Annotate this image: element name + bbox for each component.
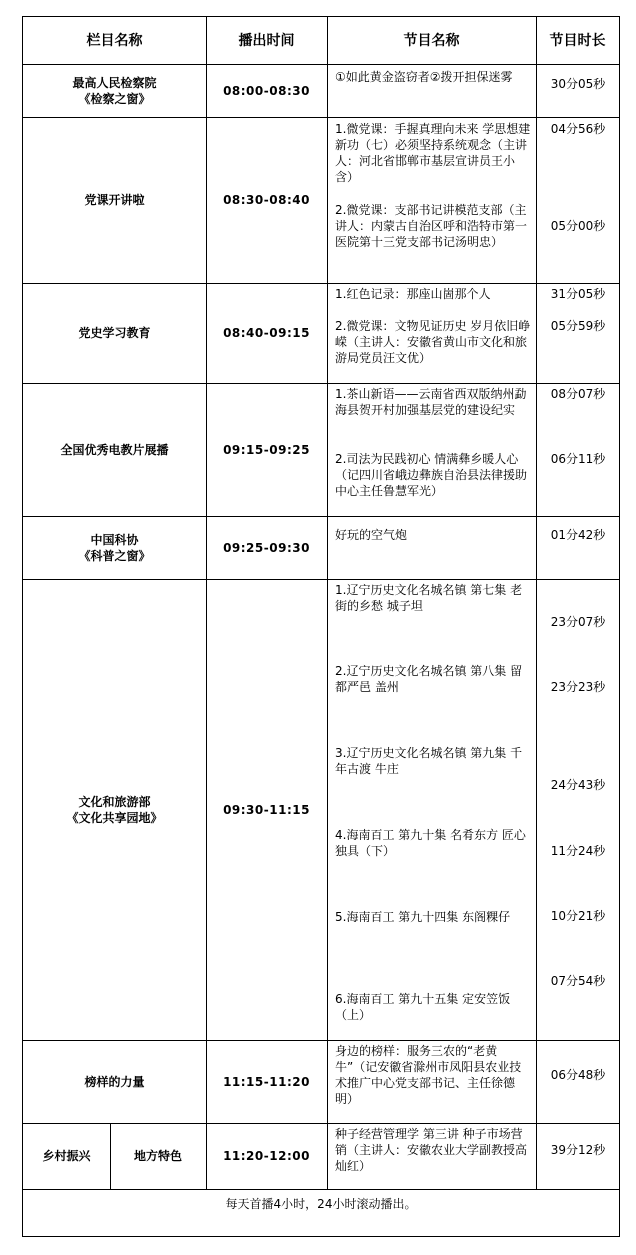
- row-column-name: [23, 64, 206, 117]
- program-item: 2.微党课：文物见证历史 岁月依旧峥嵘（主讲人：安徽省黄山市文化和旅游局党员汪文优）: [335, 319, 531, 365]
- header-air-time: 播出时间: [238, 32, 295, 49]
- program-item: 6.海南百工 第九十五集 定安笠饭（上）: [335, 992, 511, 1022]
- row-column-name: 全国优秀电教片展播: [60, 442, 169, 457]
- air-time: 08:30-08:40: [223, 193, 310, 207]
- column-name-line: 文化和旅游部: [78, 794, 151, 809]
- air-time: 09:15-09:25: [223, 442, 310, 457]
- program-item: 种子经营管理学 第三讲 种子市场营销（主讲人：安徽农业大学副教授高灿红）: [335, 1127, 528, 1173]
- duration: 24分43秒: [550, 778, 606, 792]
- duration: 07分54秒: [550, 974, 606, 988]
- footer-note: 每天首播4小时，24小时滚动播出。: [225, 1197, 417, 1211]
- air-time: 11:20-12:00: [223, 1149, 310, 1163]
- duration: 06分48秒: [550, 1068, 606, 1082]
- grid-line: [327, 17, 328, 1189]
- column-name-line: 中国科协: [90, 532, 139, 547]
- program-item: 1.微党课：手握真理向未来 学思想建新功（七）必须坚持系统观念（主讲人：河北省邯郸市基层宣讲员王小含）: [335, 122, 531, 184]
- row-column-name: 乡村振兴: [42, 1149, 91, 1163]
- row-column-name: 党史学习教育: [78, 326, 151, 340]
- duration: 23分07秒: [550, 615, 606, 629]
- schedule-table: [22, 16, 620, 1237]
- duration: 04分56秒: [550, 122, 606, 136]
- air-time: 11:15-11:20: [223, 1074, 310, 1089]
- air-time: 08:00-08:30: [223, 83, 310, 98]
- program-item: 好玩的空气炮: [335, 528, 408, 542]
- duration: 30分05秒: [550, 77, 606, 91]
- duration: 11分24秒: [550, 844, 606, 858]
- air-time: 09:25-09:30: [223, 540, 310, 555]
- column-name-line: 《检察之窗》: [78, 91, 151, 106]
- program-item: 3.辽宁历史文化名城名镇 第九集 千年古渡 牛庄: [335, 746, 523, 776]
- program-item: 4.海南百工 第九十集 名肴东方 匠心独具（下）: [335, 828, 526, 858]
- duration: 01分42秒: [550, 528, 606, 542]
- row-sub-column-name: 地方特色: [133, 1149, 182, 1163]
- duration: 39分12秒: [550, 1143, 606, 1157]
- header-program-name: 节目名称: [403, 32, 460, 49]
- duration: 23分23秒: [550, 680, 606, 694]
- program-item: 1.辽宁历史文化名城名镇 第七集 老街的乡愁 城子坦: [335, 583, 523, 613]
- duration: 05分00秒: [550, 219, 606, 233]
- duration: 31分05秒: [550, 287, 606, 301]
- program-item: 2.辽宁历史文化名城名镇 第八集 留都严邑 盖州: [335, 664, 523, 694]
- column-name-line: 《文化共享园地》: [66, 810, 163, 825]
- program-item: 1.红色记录：那座山崮那个人: [335, 287, 491, 301]
- program-item: 2.微党课：支部书记讲模范支部（主讲人：内蒙古自治区呼和浩特市第一医院第十三党支部书记汤明忠）: [335, 203, 528, 249]
- program-item: 身边的榜样：服务三农的“老黄牛”（记安徽省滁州市凤阳县农业技术推广中心党支部书记、主任徐德明）: [335, 1044, 522, 1106]
- column-name-line: 《科普之窗》: [78, 548, 151, 563]
- duration: 10分21秒: [550, 909, 606, 923]
- program-item: 1.茶山新语——云南省西双版纳州勐海县贺开村加强基层党的建设纪实: [335, 387, 527, 417]
- duration: 05分59秒: [550, 319, 606, 333]
- row-column-name: 榜样的力量: [84, 1074, 145, 1089]
- program-item: 2.司法为民践初心 情满彝乡暖人心（记四川省峨边彝族自治县法律援助中心主任鲁慧军光）: [335, 452, 528, 498]
- header-duration: 节目时长: [549, 32, 606, 49]
- duration: 08分07秒: [550, 387, 606, 401]
- grid-line: [536, 17, 537, 1189]
- row-column-name: 党课开讲啦: [84, 193, 145, 207]
- column-name-line: 最高人民检察院: [72, 75, 157, 90]
- program-item: ①如此黄金盗窃者②拨开担保迷雾: [335, 70, 513, 84]
- row-column-name: [23, 516, 206, 579]
- duration: 06分11秒: [550, 452, 606, 466]
- program-item: 5.海南百工 第九十四集 东阁粿仔: [335, 910, 511, 924]
- row-column-name: [23, 579, 206, 1040]
- header-column-name: 栏目名称: [86, 32, 143, 49]
- air-time: 08:40-09:15: [223, 326, 310, 340]
- air-time: 09:30-11:15: [223, 802, 310, 817]
